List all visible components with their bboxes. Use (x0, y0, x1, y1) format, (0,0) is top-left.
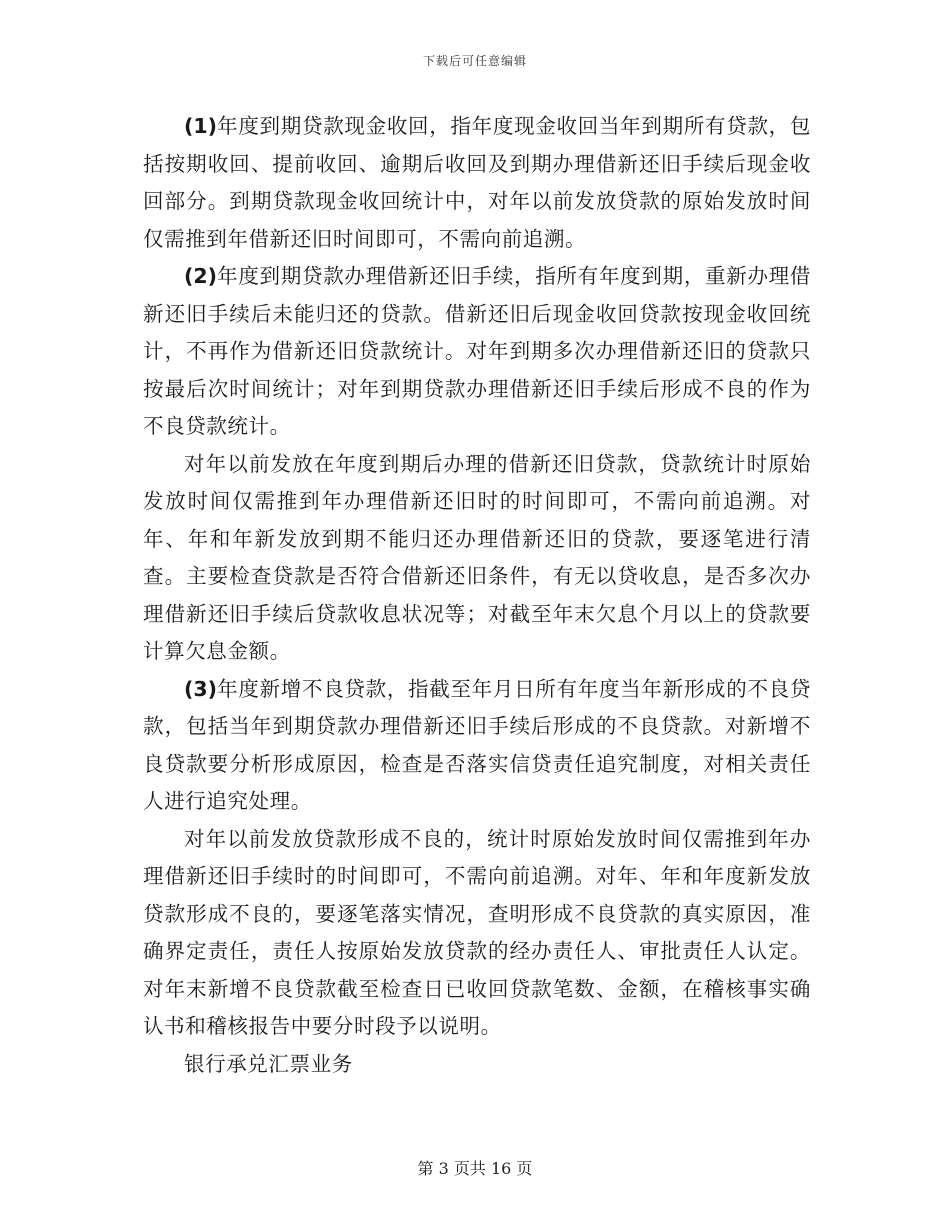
paragraph-4 (143, 671, 811, 821)
paragraph-1 (143, 108, 811, 258)
paragraph-text: 对年以前发放在年度到期后办理的借新还旧贷款，贷款统计时原始发放时间仅需推到年办理借新还旧时的时间即可，不需向前追溯。对年、年和年新发放到期不能归还办理借新还旧的贷款，要逐笔进行清查。主要检查贷款是否符合借新还旧条件，有无以贷收息，是否多次办理借新还旧手续后贷款收息状况等；对截至年末欠息个月以上的贷款要计算欠息金额。 (143, 451, 811, 663)
page-footer: 第 3 页共 16 页 (417, 1159, 533, 1178)
paragraph-2 (143, 258, 811, 446)
paragraph-text: 年度到期贷款办理借新还旧手续，指所有年度到期，重新办理借新还旧手续后未能归还的贷款。借新还旧后现金收回贷款按现金收回统计，不再作为借新还旧贷款统计。对年到期多次办理借新还旧的贷款只按最后次时间统计；对年到期贷款办理借新还旧手续后形成不良的作为不良贷款统计。 (143, 264, 811, 438)
paragraph-5 (143, 821, 811, 1046)
paragraph-text: 对年以前发放贷款形成不良的，统计时原始发放时间仅需推到年办理借新还旧手续时的时间即可，不需向前追溯。对年、年和年度新发放贷款形成不良的，要逐笔落实情况，查明形成不良贷款的真实原因，准确界定责任，责任人按原始发放贷款的经办责任人、审批责任人认定。对年末新增不良贷款截至检查日已收回贷款笔数、金额，在稽核事实确认书和稽核报告中要分时段予以说明。 (143, 826, 811, 1038)
paragraph-text: 银行承兑汇票业务 (184, 1051, 353, 1076)
document-body (143, 108, 811, 1083)
item-number: (2) (184, 264, 218, 288)
page-header: 下载后可任意编辑 (422, 54, 527, 68)
paragraph-text: 年度到期贷款现金收回，指年度现金收回当年到期所有贷款，包括按期收回、提前收回、逾期后收回及到期办理借新还旧手续后现金收回部分。到期贷款现金收回统计中，对年以前发放贷款的原始发放时间仅需推到年借新还旧时间即可，不需向前追溯。 (143, 114, 811, 251)
item-number: (3) (184, 676, 218, 701)
section-heading (143, 1046, 811, 1084)
paragraph-3 (143, 446, 811, 671)
item-number: (1) (184, 114, 218, 138)
paragraph-text: 年度新增不良贷款，指截至年月日所有年度当年新形成的不良贷款，包括当年到期贷款办理借新还旧手续后形成的不良贷款。对新增不良贷款要分析形成原因，检查是否落实信贷责任追究制度，对相关责任人进行追究处理。 (143, 676, 811, 813)
